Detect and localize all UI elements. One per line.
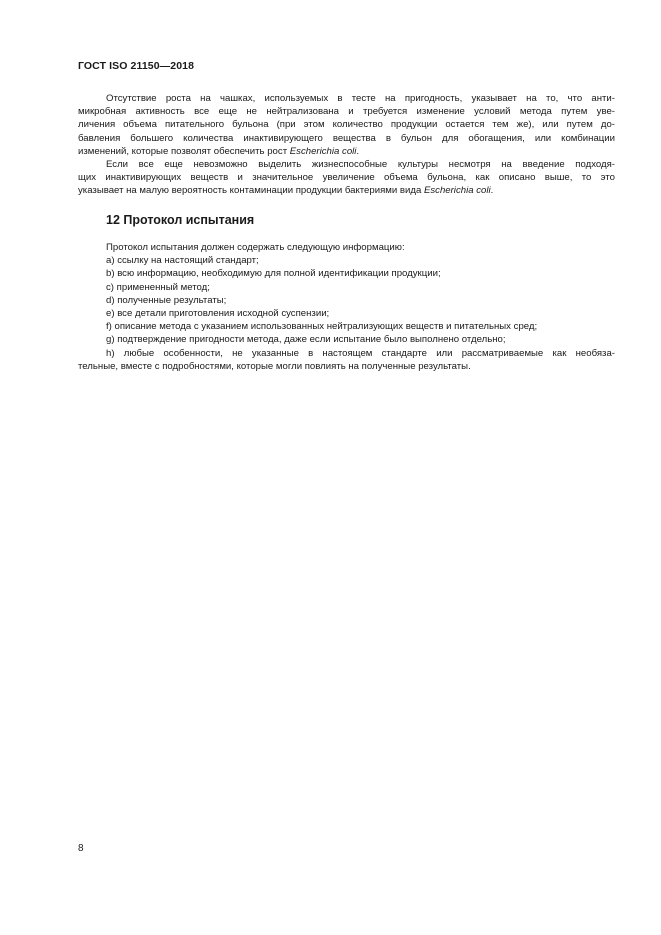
text-line: Отсутствие роста на чашках, используемых в тесте на пригодность, указывает на то, что анти- — [106, 93, 615, 104]
paragraph-contamination — [78, 158, 615, 198]
text-line: бавления большего количества инактивирующего вещества в бульон для обогащения, или комбинации — [78, 132, 615, 144]
list-item: e) все детали приготовления исходной суспензии; — [106, 308, 330, 320]
list-item: a) ссылку на настоящий стандарт; — [106, 255, 259, 267]
text-line — [78, 184, 615, 197]
sentence-end: . — [356, 145, 360, 157]
list-item: d) полученные результаты; — [106, 294, 227, 306]
section-heading: 12 Протокол испытания — [106, 213, 255, 227]
text-line: щих инактивирующих веществ и значительное увеличение объема бульона, как описано выше, то это — [78, 172, 615, 184]
text-line: тельные, вместе с подробностями, которые могли повлиять на полученные результаты. — [78, 360, 471, 372]
paragraph-antimicrobial — [78, 92, 615, 158]
text-line: личения объема питательного бульона (при этом количество продукции остается тем же), или путем до- — [78, 119, 615, 131]
text-line: микробная активность все еще не нейтрализована и требуется изменение условий метода путем уве- — [78, 106, 615, 118]
test-report-requirements — [78, 241, 615, 373]
text-fragment: указывает на малую вероятность контаминации продукции бактериями вида — [78, 185, 424, 197]
document-header: ГОСТ ISO 21150—2018 — [78, 60, 195, 72]
text-fragment: изменений, которые позволят обеспечить рост — [78, 145, 290, 157]
list-intro: Протокол испытания должен содержать следующую информацию: — [106, 242, 405, 253]
list-item: b) всю информацию, необходимую для полной идентификации продукции; — [106, 268, 441, 280]
organism-name: Escherichia coli — [423, 185, 491, 197]
list-item: f) описание метода с указанием использованных нейтрализующих веществ и питательных сред; — [106, 321, 538, 333]
organism-name: Escherichia coli — [289, 145, 357, 157]
text-line: Если все еще невозможно выделить жизнеспособные культуры несмотря на введение подходя- — [106, 159, 615, 170]
page-number: 8 — [78, 843, 84, 854]
list-item: g) подтверждение пригодности метода, даже если испытание было выполнено отдельно; — [106, 334, 506, 346]
list-item — [78, 347, 615, 373]
text-line — [78, 145, 615, 158]
list-item: c) примененный метод; — [106, 281, 210, 293]
sentence-end: . — [490, 185, 494, 197]
text-line: h) любые особенности, не указанные в настоящем стандарте или рассматриваемые как необяза- — [106, 347, 615, 359]
